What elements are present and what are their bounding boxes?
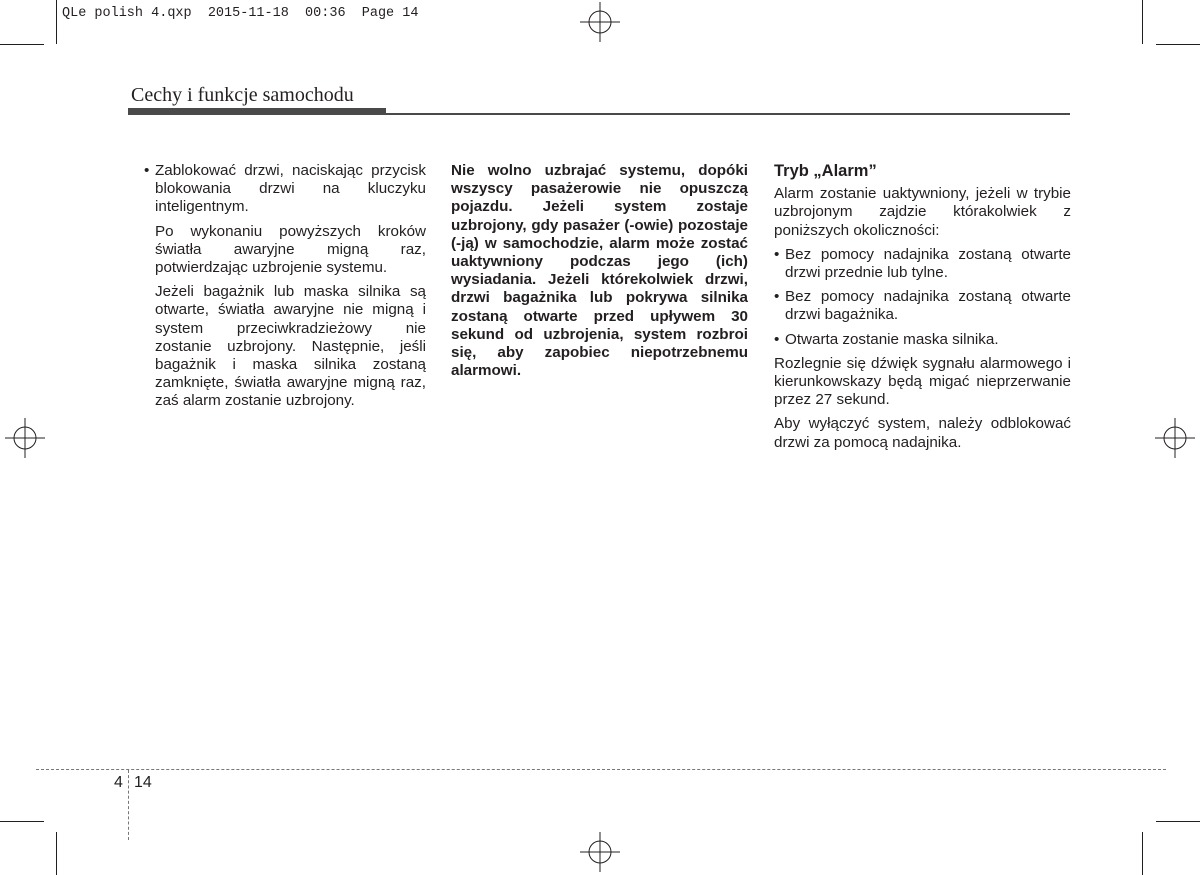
registration-mark-right-icon <box>1155 418 1195 458</box>
bullet-item <box>774 288 1071 324</box>
bullet-item <box>144 162 426 217</box>
footer-dashed-divider <box>128 770 129 840</box>
registration-mark-top-icon <box>580 2 620 42</box>
column-left <box>144 162 426 417</box>
crop-mark-bottom-left-h <box>0 821 44 822</box>
bullet-icon: • <box>144 162 150 179</box>
registration-mark-bottom-icon <box>580 832 620 872</box>
footer-dashed-rule <box>36 769 1166 770</box>
bullet-icon: • <box>774 245 780 263</box>
crop-mark-bottom-left-v <box>56 832 57 875</box>
paragraph: Aby wyłączyć system, należy odblokować drzwi za pomocą nadajnika. <box>774 415 1071 451</box>
warning-text: Nie wolno uzbrajać systemu, dopóki wszyscy pasażerowie nie opuszczą pojazdu. Jeżeli system zostaje uzbrojony, gdy pasażer (-owie) pozostaje (-ją) w samochodzie, alarm może zostać uaktywniony podczas jego (ich) wysiadania. Jeżeli którekolwiek drzwi, drzwi bagażnika lub pokrywa silnika zostaną otwarte przed upływem 30 sekund od uzbrojenia, system rozbroi się, aby zapobiec niepotrzebnemu alarmowi. <box>451 162 748 380</box>
crop-mark-top-right-v <box>1142 0 1143 44</box>
paragraph: Rozlegnie się dźwięk sygnału alarmowego i kierunkowskazy będą migać nieprzerwanie przez 27 sekund. <box>774 354 1071 409</box>
bullet-text: Bez pomocy nadajnika zostaną otwarte drzwi przednie lub tylne. <box>785 245 1071 282</box>
bullet-text: Otwarta zostanie maska silnika. <box>785 330 999 348</box>
registration-mark-left-icon <box>5 418 45 458</box>
paragraph: Jeżeli bagażnik lub maska silnika są otwarte, światła awaryjne nie migną i system przeciwkradzieżowy nie zostanie uzbrojony. Następnie, jeśli bagażnik i maska silnika zostaną zamknięte, światła awaryjne migną raz, zaś alarm zostanie uzbrojony. <box>155 283 426 410</box>
page-number: 14 <box>134 774 152 791</box>
bullet-item <box>774 331 1071 349</box>
crop-mark-top-left-h <box>0 44 44 45</box>
bullet-text: Bez pomocy nadajnika zostaną otwarte drzwi bagażnika. <box>785 288 1071 324</box>
column-right <box>774 162 1071 458</box>
print-slug: QLe polish 4.qxp 2015-11-18 00:36 Page 14 <box>62 6 419 21</box>
bullet-icon: • <box>774 288 780 306</box>
chapter-number: 4 <box>114 774 123 791</box>
crop-mark-bottom-right-h <box>1156 821 1200 822</box>
bullet-icon: • <box>774 330 780 348</box>
column-middle <box>451 162 748 386</box>
section-heading: Tryb „Alarm” <box>774 162 877 180</box>
bullet-text: Zablokować drzwi, naciskając przycisk blokowania drzwi na kluczyku inteligentnym. <box>155 162 426 216</box>
paragraph: Po wykonaniu powyższych kroków światła awaryjne migną raz, potwierdzając uzbrojenie systemu. <box>155 222 426 277</box>
header-rule-thin <box>386 113 1070 115</box>
header-rule-thick <box>128 108 386 115</box>
crop-mark-bottom-right-v <box>1142 832 1143 875</box>
bullet-item <box>774 246 1071 282</box>
crop-mark-top-left-v <box>56 0 57 44</box>
section-title: Cechy i funkcje samochodu <box>131 84 354 106</box>
paragraph: Alarm zostanie uaktywniony, jeżeli w trybie uzbrojonym zajdzie którakolwiek z poniższych okoliczności: <box>774 185 1071 239</box>
crop-mark-top-right-h <box>1156 44 1200 45</box>
